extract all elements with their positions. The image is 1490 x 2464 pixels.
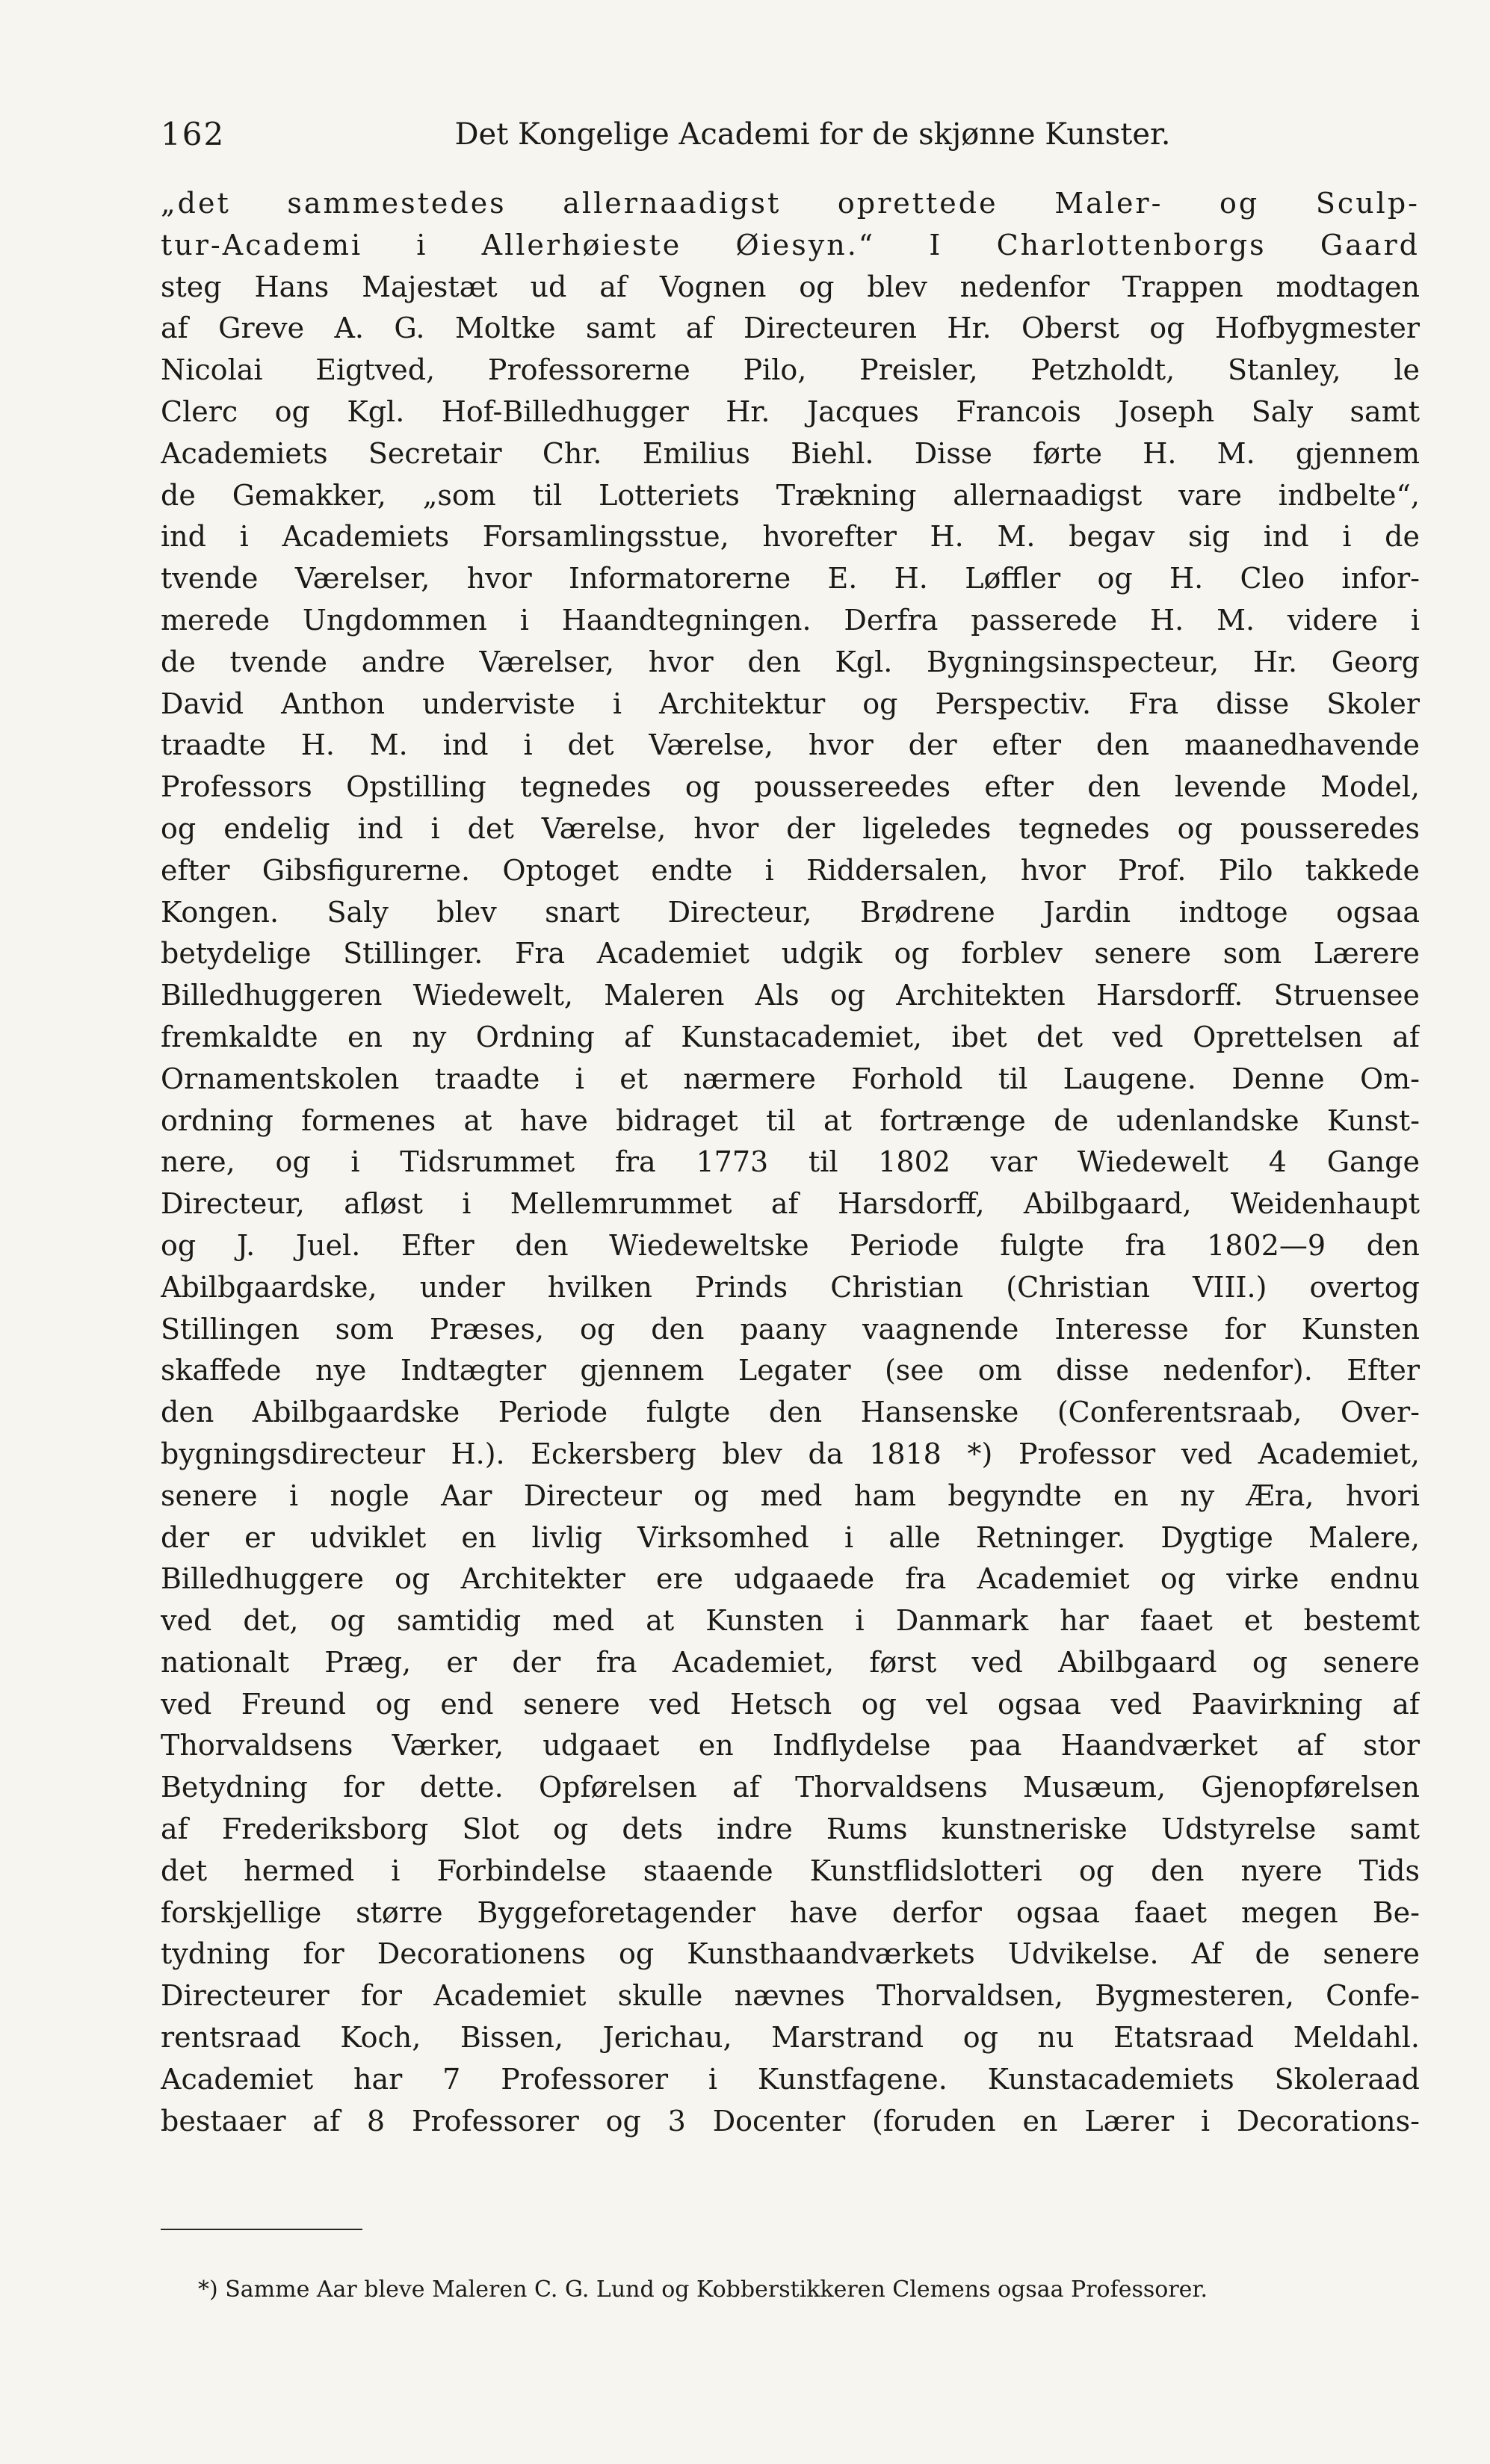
text-line: de tvende andre Værelser, hvor den Kgl. Bygningsinspecteur, Hr. Georg [161,645,1420,678]
text-line: ind i Academiets Forsamlingsstue, hvorefter H. M. begav sig ind i de [161,520,1420,554]
text-line: Clerc og Kgl. Hof-Billedhugger Hr. Jacques Francois Joseph Saly samt [161,394,1420,428]
footnote: *) Samme Aar bleve Maleren C. G. Lund og Kobberstikkeren Clemens ogsaa Professorer. [198,2276,1208,2303]
text-line: tvende Værelser, hvor Informatorerne E. H. Løffler og H. Cleo infor- [161,562,1420,595]
text-line: af Frederiksborg Slot og dets indre Rums kunstneriske Udstyrelse samt [161,1813,1420,1846]
text-line: Stillingen som Præses, og den paany vaagnende Interesse for Kunsten [161,1312,1420,1346]
text-line: tydning for Decorationens og Kunsthaandværkets Udvikelse. Af de senere [161,1937,1420,1971]
text-line: der er udviklet en livlig Virksomhed i alle Retninger. Dygtige Malere, [161,1520,1420,1554]
text-line: Billedhuggeren Wiedewelt, Maleren Als og Architekten Harsdorff. Struensee [161,979,1420,1012]
page-header [161,108,1420,161]
text-line: Directeurer for Academiet skulle nævnes Thorvaldsen, Bygmesteren, Confe- [161,1979,1420,2013]
text-line: forskjellige større Byggeforetagender have derfor ogsaa faaet megen Be- [161,1895,1420,1929]
text-line: Academiet har 7 Professorer i Kunstfagene. Kunstacademiets Skoleraad [161,2062,1420,2096]
text-line: bygningsdirecteur H.). Eckersberg blev da 1818 *) Professor ved Academiet, [161,1437,1420,1470]
text-line: skaffede nye Indtægter gjennem Legater (see om disse nedenfor). Efter [161,1354,1420,1387]
text-line: Abilbgaardske, under hvilken Prinds Christian (Christian VIII.) overtog [161,1270,1420,1304]
page-number: 162 [161,116,226,152]
text-line: Academiets Secretair Chr. Emilius Biehl. Disse førte H. M. gjennem [161,436,1420,470]
body-text [161,183,1420,2142]
text-line: senere i nogle Aar Directeur og med ham begyndte en ny Æra, hvori [161,1479,1420,1512]
text-line: steg Hans Majestæt ud af Vognen og blev nedenfor Trappen modtagen [161,270,1420,303]
text-line: af Greve A. G. Moltke samt af Directeuren Hr. Oberst og Hofbygmester [161,312,1420,345]
running-title: Det Kongelige Academi for de skjønne Kunster. [454,117,1171,152]
text-line: Professors Opstilling tegnedes og poussereedes efter den levende Model, [161,770,1420,804]
text-line: Nicolai Eigtved, Professorerne Pilo, Preisler, Petzholdt, Stanley, le [161,353,1420,387]
text-line: Ornamentskolen traadte i et nærmere Forhold til Laugene. Denne Om- [161,1062,1420,1095]
text-line: nationalt Præg, er der fra Academiet, først ved Abilbgaard og senere [161,1645,1420,1679]
text-line: traadte H. M. ind i det Værelse, hvor der efter den maanedhavende [161,728,1420,762]
text-line: og endelig ind i det Værelse, hvor der ligeledes tegnedes og pousseredes [161,811,1420,845]
text-line: betydelige Stillinger. Fra Academiet udgik og forblev senere som Lærere [161,937,1420,971]
text-line: Thorvaldsens Værker, udgaaet en Indflydelse paa Haandværket af stor [161,1729,1420,1762]
text-line: det hermed i Forbindelse staaende Kunstflidslotteri og den nyere Tids [161,1854,1420,1887]
text-line: bestaaer af 8 Professorer og 3 Docenter (foruden en Lærer i Decorations- [161,2104,1420,2138]
text-line: „det sammestedes allernaadigst oprettede Maler- og Sculp- [161,187,1420,220]
text-line: efter Gibsfigurerne. Optoget endte i Riddersalen, hvor Prof. Pilo takkede [161,853,1420,887]
text-line: de Gemakker, „som til Lotteriets Trækning allernaadigst vare indbelte“, [161,478,1420,512]
text-line: Billedhuggere og Architekter ere udgaaede fra Academiet og virke endnu [161,1562,1420,1596]
footnote-rule [161,2229,362,2230]
text-line: tur-Academi i Allerhøieste Øiesyn.“ I Charlottenborgs Gaard [161,228,1420,261]
text-line: ved Freund og end senere ved Hetsch og vel ogsaa ved Paavirkning af [161,1687,1420,1721]
text-line: merede Ungdommen i Haandtegningen. Derfra passerede H. M. videre i [161,603,1420,637]
text-line: ordning formenes at have bidraget til at fortrænge de udenlandske Kunst- [161,1103,1420,1137]
text-line: fremkaldte en ny Ordning af Kunstacademiet, ibet det ved Oprettelsen af [161,1020,1420,1053]
text-line: den Abilbgaardske Periode fulgte den Hansenske (Conferentsraab, Over- [161,1396,1420,1429]
text-line: nere, og i Tidsrummet fra 1773 til 1802 var Wiedewelt 4 Gange [161,1145,1420,1179]
text-line: Directeur, afløst i Mellemrummet af Harsdorff, Abilbgaard, Weidenhaupt [161,1187,1420,1221]
text-line: rentsraad Koch, Bissen, Jerichau, Marstrand og nu Etatsraad Meldahl. [161,2021,1420,2055]
text-line: Kongen. Saly blev snart Directeur, Brødrene Jardin indtoge ogsaa [161,895,1420,929]
text-line: Betydning for dette. Opførelsen af Thorvaldsens Musæum, Gjenopførelsen [161,1771,1420,1804]
text-line: David Anthon underviste i Architektur og Perspectiv. Fra disse Skoler [161,687,1420,720]
text-line: ved det, og samtidig med at Kunsten i Danmark har faaet et bestemt [161,1604,1420,1638]
text-line: og J. Juel. Efter den Wiedeweltske Periode fulgte fra 1802—9 den [161,1228,1420,1262]
